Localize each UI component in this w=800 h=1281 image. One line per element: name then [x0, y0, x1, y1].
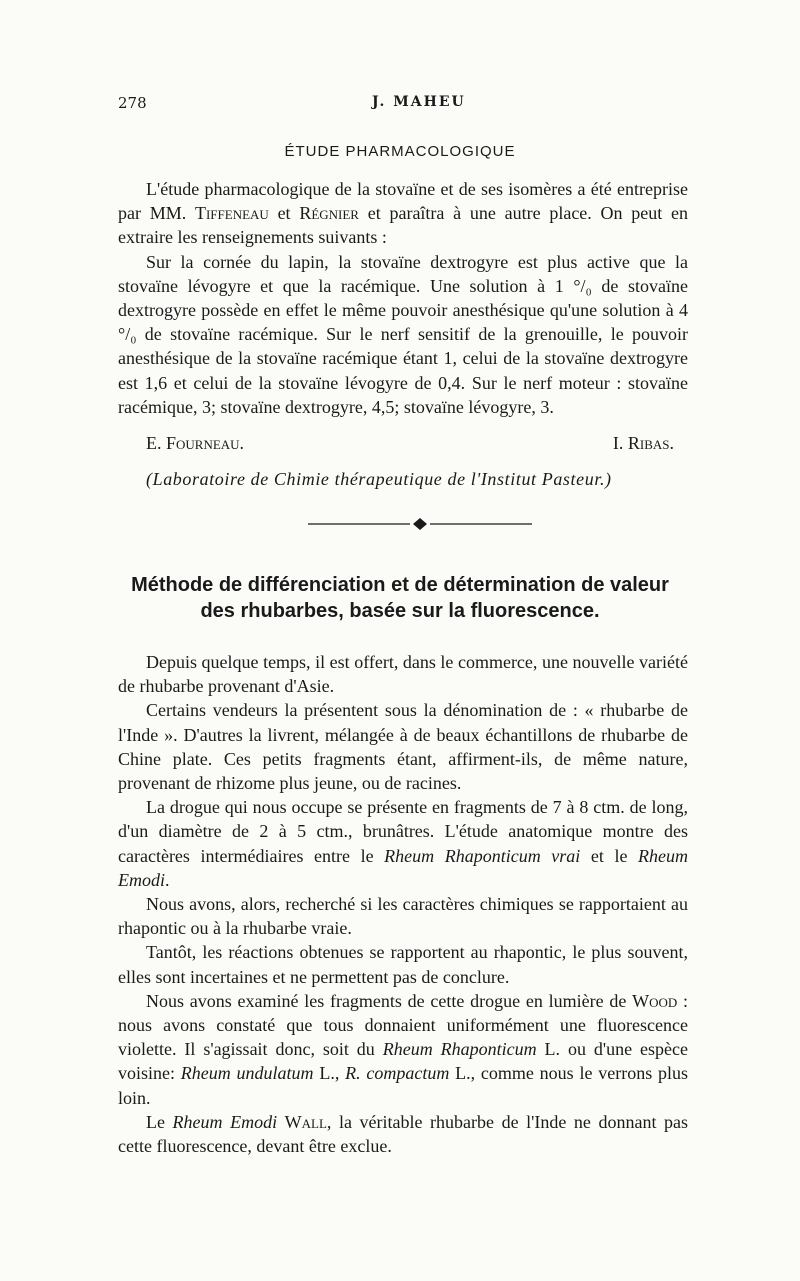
- author-name: Régnier: [299, 203, 359, 224]
- article-title: Méthode de différenciation et de détermination de valeur des rhubarbes, basée sur la fluorescence.: [131, 574, 669, 622]
- paragraph: Nous avons examiné les fragments de cette drogue en lumière de Wood : nous avons constaté que tous donnaient uniformément une fluorescence violette. Il s'agissait donc, soit du Rheum Rhaponticum L. ou d'une espèce voisine: Rheum undulatum L., R. compactum L., comme nous le verrons plus loin.: [118, 990, 689, 1108]
- paragraph: Certains vendeurs la présentent sous la dénomination de : « rhubarbe de l'Inde ». D'autres la livrent, mélangée à de beaux échantillons de rhubarbe de Chine plate. Ces petits fragments étant, affirment-ils, de même nature, provenant de rhizome plus jeune, ou de racines.: [118, 700, 688, 794]
- running-head: J. MAHEU: [372, 94, 466, 110]
- paragraph: Depuis quelque temps, il est offert, dans le commerce, une nouvelle variété de rhubarbe provenant d'Asie.: [118, 652, 688, 697]
- pharmacology-section: [118, 177, 688, 419]
- paragraph: La drogue qui nous occupe se présente en fragments de 7 à 8 ctm. de long, d'un diamètre de 2 à 5 ctm., brunâtres. L'étude anatomique montre des caractères intermédiaires entre le Rheum Rhaponticum vrai et le Rheum Emodi.: [118, 797, 688, 890]
- paragraph: Le Rheum Emodi Wall, la véritable rhubarbe de l'Inde ne donnant pas cette fluorescence, devant être exclue.: [118, 1111, 689, 1157]
- section-title: ÉTUDE PHARMACOLOGIQUE: [284, 143, 516, 160]
- author-name: Tiffeneau: [194, 203, 269, 224]
- section-separator-ornament: [308, 516, 532, 532]
- signature-fourneau: E. Fourneau.: [146, 433, 245, 453]
- rhubarb-article-body: [118, 650, 688, 1158]
- page-number: 278: [118, 94, 147, 112]
- paragraph: Sur la cornée du lapin, la stovaïne dextrogyre est plus active que la stovaïne lévogyre et que la racémique. Une solution à 1 °/₀ de stovaïne dextrogyre possède en effet le même pouvoir anesthésique qu'une solution à 4 °/₀ de stovaïne racémique. Sur le nerf sensitif de la grenouille, le pouvoir anesthésique de la stovaïne racémique étant 1, celui de la stovaïne dextrogyre est 1,6 et celui de la stovaïne lévogyre de 0,4. Sur le nerf moteur : stovaïne racémique, 3; stovaïne dextrogyre, 4,5; stovaïne lévogyre, 3.: [118, 251, 688, 417]
- signature-ribas: I. Ribas.: [612, 433, 674, 453]
- laboratory-affiliation: (Laboratoire de Chimie thérapeutique de l'Institut Pasteur.): [146, 469, 612, 489]
- paragraph: Tantôt, les réactions obtenues se rapportent au rhapontic, le plus souvent, elles sont incertaines et ne permettent pas de conclure.: [118, 942, 688, 987]
- paragraph: L'étude pharmacologique de la stovaïne et de ses isomères a été entreprise par MM. Tiffeneau et Régnier et paraîtra à une autre place. On peut en extraire les renseignements suivants :: [118, 179, 688, 248]
- paragraph: Nous avons, alors, recherché si les caractères chimiques se rapportaient au rhapontic ou à la rhubarbe vraie.: [118, 894, 688, 939]
